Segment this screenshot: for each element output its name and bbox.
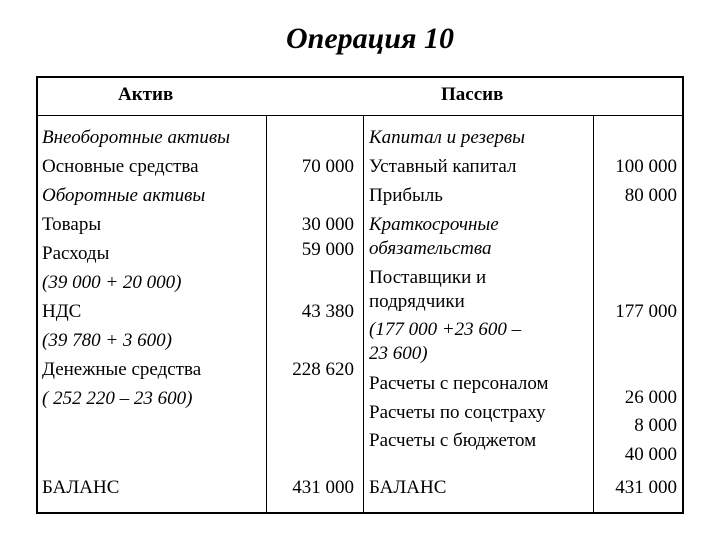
cash-calc: ( 252 220 – 23 600) bbox=[42, 388, 193, 409]
shortterm-header-line1: Краткосрочные bbox=[369, 214, 499, 235]
goods-label: Товары bbox=[42, 214, 102, 235]
social-label: Расчеты по соцстраху bbox=[369, 402, 546, 423]
fixed-assets-value: 70 000 bbox=[301, 156, 354, 177]
asset-balance-label: БАЛАНС bbox=[42, 477, 120, 498]
suppliers-label-line2: подрядчики bbox=[369, 291, 465, 312]
vat-value: 43 380 bbox=[301, 301, 354, 322]
noncurrent-assets-header: Внеоборотные активы bbox=[42, 127, 230, 148]
liability-balance-label: БАЛАНС bbox=[369, 477, 447, 498]
fixed-assets-label: Основные средства bbox=[42, 156, 199, 177]
profit-label: Прибыль bbox=[369, 185, 443, 206]
vat-calc: (39 780 + 3 600) bbox=[42, 330, 172, 351]
asset-balance-value: 431 000 bbox=[292, 477, 354, 498]
expenses-value: 59 000 bbox=[301, 239, 354, 260]
authorized-capital-label: Уставный капитал bbox=[369, 156, 517, 177]
budget-label: Расчеты с бюджетом bbox=[369, 430, 537, 451]
social-value: 8 000 bbox=[634, 415, 677, 436]
liability-balance-value: 431 000 bbox=[615, 477, 677, 498]
authorized-capital-value: 100 000 bbox=[615, 156, 677, 177]
budget-value: 40 000 bbox=[624, 444, 677, 465]
suppliers-label-line1: Поставщики и bbox=[369, 267, 487, 288]
liability-header: Пассив bbox=[441, 84, 504, 105]
page-title: Операция 10 bbox=[286, 22, 454, 55]
personnel-value: 26 000 bbox=[624, 387, 677, 408]
header-divider bbox=[36, 115, 684, 116]
cash-label: Денежные средства bbox=[42, 359, 202, 380]
goods-value: 30 000 bbox=[301, 214, 354, 235]
personnel-label: Расчеты с персоналом bbox=[369, 373, 549, 394]
expenses-label: Расходы bbox=[42, 243, 110, 264]
shortterm-header-line2: обязательства bbox=[369, 238, 492, 259]
suppliers-calc-line1: (177 000 +23 600 – bbox=[369, 319, 522, 340]
profit-value: 80 000 bbox=[624, 185, 677, 206]
asset-header: Актив bbox=[118, 84, 174, 105]
vat-label: НДС bbox=[42, 301, 82, 322]
equity-header: Капитал и резервы bbox=[369, 127, 525, 148]
suppliers-calc-line2: 23 600) bbox=[369, 343, 428, 364]
center-divider bbox=[363, 115, 364, 514]
expenses-calc: (39 000 + 20 000) bbox=[42, 272, 182, 293]
cash-value: 228 620 bbox=[292, 359, 354, 380]
suppliers-value: 177 000 bbox=[615, 301, 677, 322]
current-assets-header: Оборотные активы bbox=[42, 185, 206, 206]
